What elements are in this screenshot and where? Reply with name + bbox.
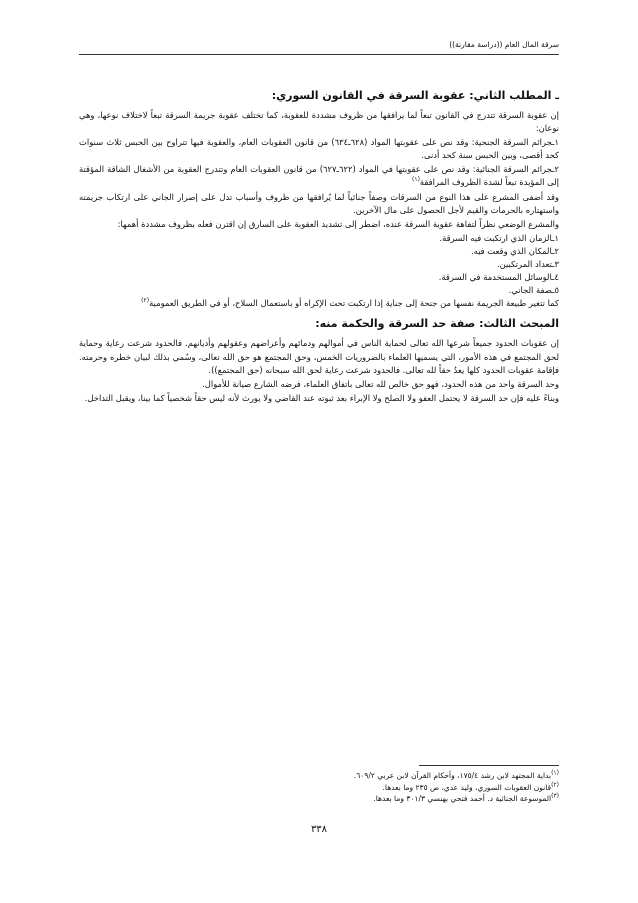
paragraph-criminal-description: وقد أضفى المشرع على هذا النوع من السرقات وصفاً جنائياً لما يُرافقها من ظروف وأسباب تدل على إصرار الجاني على ارتكاب جريمته واستهتاره بالحرمات والقيم لأجل الحصول على مال الآخرين. [79,191,559,215]
paragraph-felony-text: ٢ـجرائم السرقة الجنائية: وقد نص على عقوبتها في المواد (٦٢٢ـ٦٢٧) من قانون العقوبات العام وتتدرج العقوبة من الأشغال الشاقة المؤقتة إلى المؤبدة تبعاً لشدة الظروف المرافقة [79,164,559,188]
paragraph-legislator: والمشرع الوضعي نظراً لتفاهة عقوبة السرقة عنده، اضطر إلى تشديد العقوبة على السارق إن اقترن فعله بظروف مشددة أهمها: [117,218,559,229]
section-title-penalty: ـ المطلب الثاني: عقوبة السرقة في القانون السوري: [271,89,559,102]
running-title: سرقة المال العام ((دراسة مقارنة)) [449,40,559,49]
footnotes [79,765,559,805]
footnote-ref-1: (١) [411,176,420,184]
paragraph-no-pardon: وبناءً عليه فإن حد السرقة لا يحتمل العفو ولا الصلح ولا الإبراء بعد ثبوته عند القاضي ولا يورث لأنه ليس حقاً شخصياً كما بينا، ويقبل التداخل. [84,392,559,403]
paragraph-felony [79,163,559,189]
footnote [79,770,559,782]
footnote-mark: (٣) [551,792,559,800]
footnote [79,782,559,794]
list-item: ٥ـصفة الجاني. [508,285,559,296]
footnote-divider [419,765,559,766]
paragraph-hudud: إن عقوبات الحدود جميعاً شرعها الله تعالى لحماية الناس في أموالهم ودمائهم وأعراضهم وعقولهم وأديانهم. فالحدود شرعت رعاية وحماية لحق المجتمع في هذه الأمور، التي يسميها العلماء بالضروريات الخمس، وحق المجتمع هو حق الله تعالى، وسُمي بذلك لبيان خطره وحرمته. فإقامة عقوبات الحدود كلها يعدُ حقاً لله تعالى. فالحدود شرعت رعاية لحق الله سبحانه (حق المجتمع)). [79,338,559,375]
paragraph-theft-hadd: وحد السرقة واحد من هذه الحدود، فهو حق خالص لله تعالى باتفاق العلماء، فرضه الشارع صيانة للأموال. [202,378,559,389]
list-item: ٤ـالوسائل المستخدمة في السرقة. [438,272,559,283]
footnote-mark: (١) [551,769,559,777]
footnote-ref-2: (٢) [141,297,150,305]
footnote-text: الموسوعة الجنائية د. أحمد فتحي بهنسي ٣٠١/٣ وما بعدها. [373,794,552,803]
paragraph-nature-change-text: كما تتغير طبيعة الجريمة نفسها من جنحة إلى جناية إذا ارتكبت تحت الإكراه أو باستعمال السلاح، أو في الطريق العمومية [149,298,559,309]
list-item: ٢ـالمكان الذي وقعت فيه. [470,245,559,256]
footnote-mark: (٢) [551,781,559,788]
aggravating-conditions-list [79,232,559,297]
paragraph-misdemeanor: ١ـجرائم السرقة الجنحية: وقد نص على عقوبتها المواد (٦٢٨ـ٦٣٤) من قانون العقوبات العام، والعقوبة فيها تتراوح بين الحبس ثلاث سنوات كحد أقصى، وبين الحبس سنة كحد أدنى. [79,137,559,161]
paragraph-intro: إن عقوبة السرقة تتدرج في القانون تبعاً لما يرافقها من ظروف مشددة للعقوبة، كما تختلف عقوبة جريمة السرقة تبعاً لاختلاف نوعها، وهي نوعان: [79,110,559,134]
footnote-text: بداية المجتهد لابن رشد ١٧٥/٤، وأحكام القرآن لابن عربي ٦٠٩/٢. [353,771,552,780]
list-item: ١ـالزمان الذي ارتكبت فيه السرقة. [439,232,559,243]
footnote-text: قانون العقوبات السوري، وليد عدي، ص ٢٣٥ وما بعدها. [382,782,552,792]
main-content [79,88,559,406]
paragraph-nature-change [79,297,559,310]
page-number: ٣٣٨ [310,824,328,835]
section-title-wisdom: المبحث الثالث: صفة حد السرقة والحكمة منه: [315,317,559,331]
list-item: ٣ـتعداد المرتكبين. [496,259,559,270]
footnote [79,793,559,805]
running-header [79,40,559,55]
